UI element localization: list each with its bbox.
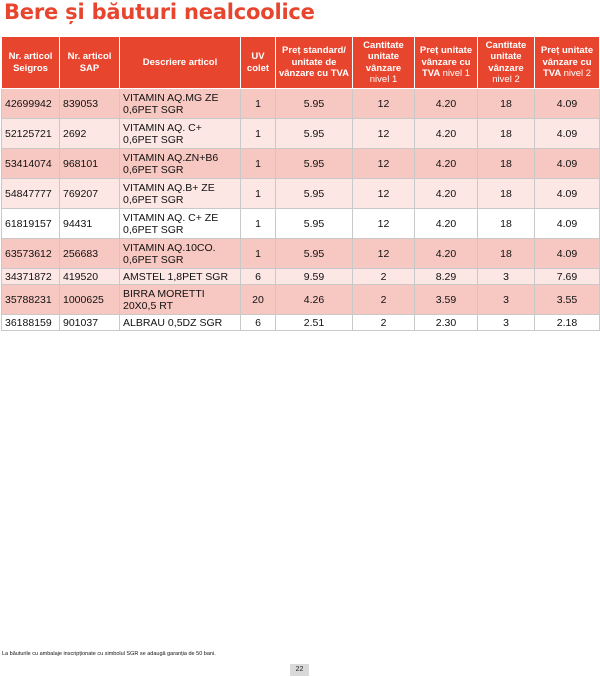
cell-sap: 968101	[60, 149, 120, 179]
cell-qty-level2: 18	[478, 209, 535, 239]
cell-seigros: 35788231	[2, 285, 60, 315]
cell-qty-level1: 2	[353, 315, 415, 331]
cell-price-level1: 4.20	[415, 89, 478, 119]
footnote: La băuturile cu ambalaje inscripționate cu simbolul SGR se adaugă garanția de 50 bani.	[2, 651, 216, 657]
table-row	[2, 149, 600, 179]
cell-sap: 2692	[60, 119, 120, 149]
cell-price-level2: 4.09	[535, 89, 600, 119]
cell-sap: 901037	[60, 315, 120, 331]
cell-price-level1: 4.20	[415, 119, 478, 149]
cell-uv: 1	[241, 239, 276, 269]
header-seigros: Nr. articol Seigros	[2, 37, 60, 89]
cell-qty-level2: 3	[478, 269, 535, 285]
header-description: Descriere articol	[120, 37, 241, 89]
cell-price-standard: 2.51	[276, 315, 353, 331]
cell-qty-level2: 18	[478, 179, 535, 209]
cell-uv: 6	[241, 315, 276, 331]
cell-price-level1: 4.20	[415, 179, 478, 209]
cell-description: VITAMIN AQ.B+ ZE 0,6PET SGR	[120, 179, 241, 209]
cell-description: VITAMIN AQ. C+ 0,6PET SGR	[120, 119, 241, 149]
header-qty-level1: Cantitate unitate vânzare nivel 1	[353, 37, 415, 89]
cell-qty-level2: 18	[478, 239, 535, 269]
cell-price-level2: 4.09	[535, 149, 600, 179]
page-number: 22	[290, 664, 309, 676]
cell-sap: 1000625	[60, 285, 120, 315]
cell-sap: 419520	[60, 269, 120, 285]
cell-uv: 1	[241, 119, 276, 149]
cell-price-level1: 4.20	[415, 239, 478, 269]
price-table	[1, 36, 600, 331]
cell-uv: 6	[241, 269, 276, 285]
cell-qty-level2: 18	[478, 149, 535, 179]
table-row	[2, 315, 600, 331]
cell-price-standard: 9.59	[276, 269, 353, 285]
cell-sap: 256683	[60, 239, 120, 269]
table-row	[2, 285, 600, 315]
cell-uv: 20	[241, 285, 276, 315]
cell-seigros: 61819157	[2, 209, 60, 239]
cell-price-standard: 5.95	[276, 209, 353, 239]
cell-price-level2: 4.09	[535, 179, 600, 209]
cell-seigros: 52125721	[2, 119, 60, 149]
cell-description: VITAMIN AQ. C+ ZE 0,6PET SGR	[120, 209, 241, 239]
cell-uv: 1	[241, 89, 276, 119]
page-title: Bere și băuturi nealcoolice	[4, 0, 315, 24]
cell-sap: 769207	[60, 179, 120, 209]
cell-price-standard: 5.95	[276, 239, 353, 269]
cell-description: VITAMIN AQ.MG ZE 0,6PET SGR	[120, 89, 241, 119]
table-row	[2, 209, 600, 239]
cell-description: AMSTEL 1,8PET SGR	[120, 269, 241, 285]
cell-qty-level1: 12	[353, 149, 415, 179]
cell-seigros: 34371872	[2, 269, 60, 285]
cell-seigros: 42699942	[2, 89, 60, 119]
cell-price-level2: 4.09	[535, 119, 600, 149]
cell-sap: 839053	[60, 89, 120, 119]
cell-qty-level2: 18	[478, 119, 535, 149]
cell-price-level2: 4.09	[535, 239, 600, 269]
cell-qty-level2: 3	[478, 315, 535, 331]
cell-qty-level1: 2	[353, 285, 415, 315]
cell-price-standard: 5.95	[276, 89, 353, 119]
cell-qty-level2: 3	[478, 285, 535, 315]
header-price-level1: Preț unitate vânzare cu TVA nivel 1	[415, 37, 478, 89]
header-price-level2: Preț unitate vânzare cu TVA nivel 2	[535, 37, 600, 89]
cell-qty-level1: 12	[353, 89, 415, 119]
cell-qty-level1: 12	[353, 119, 415, 149]
header-uv: UV colet	[241, 37, 276, 89]
cell-description: ALBRAU 0,5DZ SGR	[120, 315, 241, 331]
cell-sap: 94431	[60, 209, 120, 239]
cell-price-level2: 7.69	[535, 269, 600, 285]
cell-qty-level1: 2	[353, 269, 415, 285]
table-row	[2, 239, 600, 269]
cell-price-level1: 2.30	[415, 315, 478, 331]
cell-qty-level1: 12	[353, 239, 415, 269]
cell-price-level1: 4.20	[415, 149, 478, 179]
cell-qty-level2: 18	[478, 89, 535, 119]
cell-qty-level1: 12	[353, 179, 415, 209]
cell-description: VITAMIN AQ.10CO. 0,6PET SGR	[120, 239, 241, 269]
cell-uv: 1	[241, 149, 276, 179]
table-row	[2, 179, 600, 209]
cell-seigros: 36188159	[2, 315, 60, 331]
table-row	[2, 119, 600, 149]
cell-price-level1: 8.29	[415, 269, 478, 285]
cell-price-standard: 5.95	[276, 149, 353, 179]
header-qty-level2: Cantitate unitate vânzare nivel 2	[478, 37, 535, 89]
table-header-row	[2, 37, 600, 89]
cell-qty-level1: 12	[353, 209, 415, 239]
cell-uv: 1	[241, 209, 276, 239]
cell-seigros: 54847777	[2, 179, 60, 209]
table-row	[2, 269, 600, 285]
cell-price-standard: 4.26	[276, 285, 353, 315]
cell-price-level1: 3.59	[415, 285, 478, 315]
cell-price-level1: 4.20	[415, 209, 478, 239]
cell-price-standard: 5.95	[276, 179, 353, 209]
cell-seigros: 53414074	[2, 149, 60, 179]
cell-price-level2: 2.18	[535, 315, 600, 331]
header-sap: Nr. articol SAP	[60, 37, 120, 89]
cell-price-standard: 5.95	[276, 119, 353, 149]
table-row	[2, 89, 600, 119]
header-price-standard: Preț standard/ unitate de vânzare cu TVA	[276, 37, 353, 89]
cell-price-level2: 4.09	[535, 209, 600, 239]
cell-price-level2: 3.55	[535, 285, 600, 315]
cell-seigros: 63573612	[2, 239, 60, 269]
cell-uv: 1	[241, 179, 276, 209]
cell-description: VITAMIN AQ.ZN+B6 0,6PET SGR	[120, 149, 241, 179]
cell-description: BIRRA MORETTI 20X0,5 RT	[120, 285, 241, 315]
